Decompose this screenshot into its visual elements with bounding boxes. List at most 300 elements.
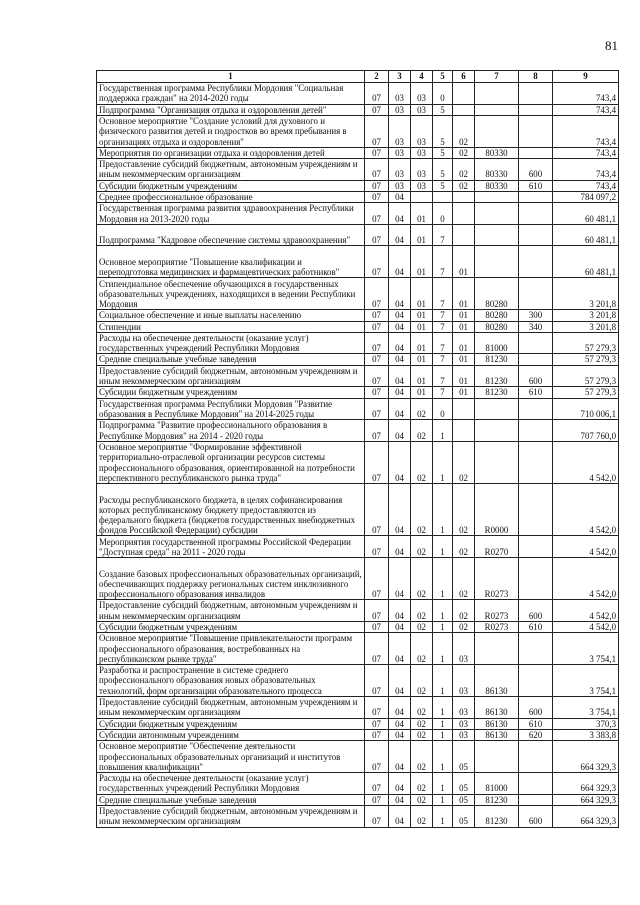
row-amount: 3 754,1 bbox=[553, 633, 619, 665]
row-amount: 784 097,2 bbox=[553, 191, 619, 202]
row-name: Государственная программа Республики Мордовия "Социальная поддержка граждан" на 2014-2020 годы bbox=[97, 83, 365, 105]
code-expense-type bbox=[519, 398, 553, 420]
code-subprogram: 1 bbox=[433, 558, 453, 600]
code-section: 07 bbox=[365, 621, 389, 632]
row-amount: 60 481,1 bbox=[553, 203, 619, 225]
code-section: 07 bbox=[365, 729, 389, 740]
code-program: 02 bbox=[411, 398, 433, 420]
row-name: Государственная программа развития здравоохранения Республики Мордовия на 2013-2020 годы bbox=[97, 203, 365, 225]
code-subsection: 04 bbox=[389, 536, 411, 558]
row-amount: 60 481,1 bbox=[553, 246, 619, 278]
code-section: 07 bbox=[365, 180, 389, 191]
code-subprogram: 1 bbox=[433, 794, 453, 805]
row-name: Мероприятия государственной программы Российской Федерации "Доступная среда" на 2011 - 2020 годы bbox=[97, 536, 365, 558]
code-subsection: 04 bbox=[389, 365, 411, 387]
row-amount: 664 329,3 bbox=[553, 805, 619, 827]
row-amount: 3 754,1 bbox=[553, 665, 619, 697]
code-program: 03 bbox=[411, 180, 433, 191]
code-subprogram: 0 bbox=[433, 398, 453, 420]
code-direction: 80280 bbox=[475, 278, 519, 310]
code-direction bbox=[475, 224, 519, 246]
code-program: 02 bbox=[411, 729, 433, 740]
code-program: 01 bbox=[411, 246, 433, 278]
code-subsection: 04 bbox=[389, 203, 411, 225]
code-section: 07 bbox=[365, 191, 389, 202]
row-name: Разработка и распространение в системе среднего профессионального образования новых образовательных технологий, форм организации образовательного процесса bbox=[97, 665, 365, 697]
code-subprogram: 1 bbox=[433, 729, 453, 740]
code-subsection: 04 bbox=[389, 483, 411, 536]
code-expense-type bbox=[519, 104, 553, 115]
row-amount: 743,4 bbox=[553, 83, 619, 105]
code-subprogram: 7 bbox=[433, 332, 453, 354]
row-name: Основное мероприятие "Повышение квалификации и переподготовка медицинских и фармацевтических работников" bbox=[97, 246, 365, 278]
code-program: 01 bbox=[411, 224, 433, 246]
code-expense-type: 340 bbox=[519, 321, 553, 332]
row-amount: 57 279,3 bbox=[553, 332, 619, 354]
code-expense-type: 610 bbox=[519, 718, 553, 729]
table-row bbox=[97, 354, 619, 365]
table-row bbox=[97, 203, 619, 225]
header-cell: 4 bbox=[411, 71, 433, 83]
code-expense-type bbox=[519, 115, 553, 147]
code-subsection: 04 bbox=[389, 278, 411, 310]
code-measure: 05 bbox=[453, 805, 475, 827]
budget-table bbox=[96, 70, 619, 828]
code-subsection: 04 bbox=[389, 387, 411, 398]
code-measure bbox=[453, 191, 475, 202]
code-subprogram: 0 bbox=[433, 83, 453, 105]
row-name: Подпрограмма "Развитие профессионального образования в Республике Мордовия" на 2014 - 2020 годы bbox=[97, 420, 365, 442]
table-row bbox=[97, 147, 619, 158]
code-expense-type bbox=[519, 147, 553, 158]
table-row bbox=[97, 420, 619, 442]
code-subsection: 03 bbox=[389, 115, 411, 147]
code-measure: 03 bbox=[453, 718, 475, 729]
code-section: 07 bbox=[365, 310, 389, 321]
code-program: 02 bbox=[411, 441, 433, 483]
code-measure: 01 bbox=[453, 354, 475, 365]
row-name: Основное мероприятие "Создание условий для духовного и физического развития детей и подростков во время пребывания в организациях отдыха и оздоровления" bbox=[97, 115, 365, 147]
code-subsection: 04 bbox=[389, 354, 411, 365]
code-program: 02 bbox=[411, 718, 433, 729]
row-amount: 4 542,0 bbox=[553, 621, 619, 632]
code-direction bbox=[475, 203, 519, 225]
row-amount: 3 754,1 bbox=[553, 696, 619, 718]
code-subprogram: 1 bbox=[433, 773, 453, 795]
table-row bbox=[97, 794, 619, 805]
header-cell: 3 bbox=[389, 71, 411, 83]
code-measure: 01 bbox=[453, 332, 475, 354]
table-row bbox=[97, 600, 619, 622]
code-program: 01 bbox=[411, 387, 433, 398]
code-subsection: 04 bbox=[389, 420, 411, 442]
code-section: 07 bbox=[365, 246, 389, 278]
code-section: 07 bbox=[365, 441, 389, 483]
table-row bbox=[97, 665, 619, 697]
code-section: 07 bbox=[365, 558, 389, 600]
code-expense-type bbox=[519, 420, 553, 442]
code-subprogram: 7 bbox=[433, 278, 453, 310]
code-section: 07 bbox=[365, 224, 389, 246]
code-direction: 80280 bbox=[475, 310, 519, 321]
code-program: 01 bbox=[411, 332, 433, 354]
code-direction: R0273 bbox=[475, 621, 519, 632]
code-subprogram bbox=[433, 191, 453, 202]
code-direction bbox=[475, 83, 519, 105]
code-measure bbox=[453, 224, 475, 246]
code-subprogram: 7 bbox=[433, 224, 453, 246]
table-row bbox=[97, 621, 619, 632]
code-expense-type bbox=[519, 633, 553, 665]
row-name: Основное мероприятие "Обеспечение деятельности профессиональных образовательных организаций и институтов повышения квалификации" bbox=[97, 741, 365, 773]
code-section: 07 bbox=[365, 600, 389, 622]
code-section: 07 bbox=[365, 696, 389, 718]
row-amount: 664 329,3 bbox=[553, 741, 619, 773]
row-amount: 4 542,0 bbox=[553, 536, 619, 558]
code-section: 07 bbox=[365, 278, 389, 310]
row-name: Мероприятия по организации отдыха и оздоровления детей bbox=[97, 147, 365, 158]
code-section: 07 bbox=[365, 398, 389, 420]
code-expense-type: 600 bbox=[519, 365, 553, 387]
row-name: Субсидии бюджетным учреждениям bbox=[97, 718, 365, 729]
code-measure: 02 bbox=[453, 536, 475, 558]
table-row bbox=[97, 115, 619, 147]
code-direction: 81230 bbox=[475, 794, 519, 805]
code-direction: 86130 bbox=[475, 729, 519, 740]
row-name: Расходы республиканского бюджета, в целях софинансирования которых республиканскому бюджету предоставляются из федерального бюджета (бюджетов государственных внебюджетных фондов Российской Федерации) субсидии bbox=[97, 483, 365, 536]
table-row bbox=[97, 398, 619, 420]
code-direction bbox=[475, 246, 519, 278]
code-subprogram: 1 bbox=[433, 536, 453, 558]
code-expense-type bbox=[519, 441, 553, 483]
row-name: Подпрограмма "Кадровое обеспечение системы здравоохранения" bbox=[97, 224, 365, 246]
code-subprogram: 1 bbox=[433, 741, 453, 773]
code-subprogram: 7 bbox=[433, 387, 453, 398]
code-subsection: 04 bbox=[389, 621, 411, 632]
code-subsection: 03 bbox=[389, 147, 411, 158]
row-name: Подпрограмма "Организация отдыха и оздоровления детей" bbox=[97, 104, 365, 115]
code-direction: 86130 bbox=[475, 718, 519, 729]
code-direction: R0270 bbox=[475, 536, 519, 558]
header-cell: 6 bbox=[453, 71, 475, 83]
code-expense-type bbox=[519, 83, 553, 105]
code-subprogram: 1 bbox=[433, 665, 453, 697]
code-program: 02 bbox=[411, 621, 433, 632]
code-direction: 81230 bbox=[475, 805, 519, 827]
code-expense-type: 600 bbox=[519, 805, 553, 827]
code-program: 01 bbox=[411, 278, 433, 310]
code-subsection: 04 bbox=[389, 741, 411, 773]
row-name: Субсидии бюджетным учреждениям bbox=[97, 180, 365, 191]
code-section: 07 bbox=[365, 83, 389, 105]
code-subprogram: 0 bbox=[433, 203, 453, 225]
code-subprogram: 5 bbox=[433, 147, 453, 158]
table-row bbox=[97, 278, 619, 310]
code-measure: 03 bbox=[453, 729, 475, 740]
row-name: Создание базовых профессиональных образовательных организаций, обеспечивающих поддержку региональных систем инклюзивного профессионального образования инвалидов bbox=[97, 558, 365, 600]
code-program: 02 bbox=[411, 794, 433, 805]
table-row bbox=[97, 180, 619, 191]
code-program: 03 bbox=[411, 115, 433, 147]
code-expense-type bbox=[519, 278, 553, 310]
code-program: 03 bbox=[411, 83, 433, 105]
code-measure: 02 bbox=[453, 600, 475, 622]
row-name: Субсидии бюджетным учреждениям bbox=[97, 387, 365, 398]
row-amount: 4 542,0 bbox=[553, 441, 619, 483]
code-subsection: 03 bbox=[389, 159, 411, 181]
code-subprogram: 5 bbox=[433, 115, 453, 147]
row-amount: 57 279,3 bbox=[553, 365, 619, 387]
table-row bbox=[97, 191, 619, 202]
code-measure bbox=[453, 83, 475, 105]
code-program: 02 bbox=[411, 665, 433, 697]
code-measure: 02 bbox=[453, 180, 475, 191]
table-body bbox=[97, 83, 619, 828]
row-amount: 710 006,1 bbox=[553, 398, 619, 420]
code-expense-type bbox=[519, 246, 553, 278]
code-direction: 86130 bbox=[475, 665, 519, 697]
code-expense-type: 600 bbox=[519, 159, 553, 181]
row-amount: 743,4 bbox=[553, 147, 619, 158]
code-direction bbox=[475, 398, 519, 420]
row-amount: 707 760,0 bbox=[553, 420, 619, 442]
code-expense-type bbox=[519, 536, 553, 558]
table-row bbox=[97, 387, 619, 398]
code-expense-type: 600 bbox=[519, 696, 553, 718]
code-subsection: 04 bbox=[389, 398, 411, 420]
code-subsection: 04 bbox=[389, 633, 411, 665]
code-subsection: 04 bbox=[389, 600, 411, 622]
row-amount: 743,4 bbox=[553, 104, 619, 115]
code-subprogram: 1 bbox=[433, 483, 453, 536]
code-measure: 02 bbox=[453, 147, 475, 158]
row-name: Предоставление субсидий бюджетным, автономным учреждениям и иным некоммерческим организациям bbox=[97, 696, 365, 718]
row-amount: 4 542,0 bbox=[553, 558, 619, 600]
code-section: 07 bbox=[365, 536, 389, 558]
code-direction: 80330 bbox=[475, 147, 519, 158]
code-program: 02 bbox=[411, 805, 433, 827]
row-name: Предоставление субсидий бюджетным, автономным учреждениям и иным некоммерческим организациям bbox=[97, 805, 365, 827]
code-direction: 81230 bbox=[475, 387, 519, 398]
code-section: 07 bbox=[365, 718, 389, 729]
code-direction: R0273 bbox=[475, 600, 519, 622]
code-program: 03 bbox=[411, 147, 433, 158]
code-expense-type bbox=[519, 332, 553, 354]
code-subsection: 04 bbox=[389, 773, 411, 795]
code-subprogram: 1 bbox=[433, 441, 453, 483]
code-measure: 02 bbox=[453, 558, 475, 600]
page-number: 81 bbox=[605, 38, 618, 53]
code-subprogram: 5 bbox=[433, 104, 453, 115]
code-program: 02 bbox=[411, 483, 433, 536]
code-subprogram: 7 bbox=[433, 310, 453, 321]
table-row bbox=[97, 718, 619, 729]
code-measure: 01 bbox=[453, 365, 475, 387]
code-section: 07 bbox=[365, 794, 389, 805]
row-name: Среднее профессиональное образование bbox=[97, 191, 365, 202]
code-measure: 02 bbox=[453, 621, 475, 632]
code-program: 02 bbox=[411, 558, 433, 600]
code-measure: 02 bbox=[453, 115, 475, 147]
code-direction: 81000 bbox=[475, 332, 519, 354]
code-program: 02 bbox=[411, 536, 433, 558]
code-section: 07 bbox=[365, 387, 389, 398]
code-subsection: 04 bbox=[389, 558, 411, 600]
table-row bbox=[97, 159, 619, 181]
code-section: 07 bbox=[365, 332, 389, 354]
table-row bbox=[97, 246, 619, 278]
code-subsection: 04 bbox=[389, 332, 411, 354]
row-amount: 3 201,8 bbox=[553, 278, 619, 310]
code-section: 07 bbox=[365, 354, 389, 365]
code-direction bbox=[475, 104, 519, 115]
code-measure bbox=[453, 104, 475, 115]
table-row bbox=[97, 558, 619, 600]
code-direction bbox=[475, 633, 519, 665]
code-direction: 81230 bbox=[475, 365, 519, 387]
code-subprogram: 1 bbox=[433, 633, 453, 665]
code-measure: 05 bbox=[453, 773, 475, 795]
row-name: Стипендиальное обеспечение обучающихся в государственных образовательных учреждениях, находящихся в ведении Республики Мордовия bbox=[97, 278, 365, 310]
row-amount: 743,4 bbox=[553, 159, 619, 181]
code-expense-type bbox=[519, 741, 553, 773]
code-program: 02 bbox=[411, 773, 433, 795]
code-program: 01 bbox=[411, 203, 433, 225]
code-measure: 02 bbox=[453, 441, 475, 483]
header-cell: 7 bbox=[475, 71, 519, 83]
code-subprogram: 1 bbox=[433, 696, 453, 718]
code-program: 01 bbox=[411, 310, 433, 321]
table-row bbox=[97, 805, 619, 827]
code-program: 02 bbox=[411, 696, 433, 718]
code-subsection: 04 bbox=[389, 441, 411, 483]
code-direction bbox=[475, 115, 519, 147]
code-program: 01 bbox=[411, 365, 433, 387]
code-program: 02 bbox=[411, 420, 433, 442]
code-expense-type: 600 bbox=[519, 600, 553, 622]
row-name: Расходы на обеспечение деятельности (оказание услуг) государственных учреждений Республики Мордовия bbox=[97, 332, 365, 354]
code-section: 07 bbox=[365, 420, 389, 442]
row-amount: 664 329,3 bbox=[553, 794, 619, 805]
row-name: Предоставление субсидий бюджетным, автономным учреждениям и иным некоммерческим организациям bbox=[97, 600, 365, 622]
code-subsection: 04 bbox=[389, 718, 411, 729]
code-section: 07 bbox=[365, 104, 389, 115]
code-measure: 03 bbox=[453, 665, 475, 697]
code-direction bbox=[475, 191, 519, 202]
row-amount: 743,4 bbox=[553, 115, 619, 147]
table-row bbox=[97, 332, 619, 354]
code-measure bbox=[453, 420, 475, 442]
row-amount: 3 383,8 bbox=[553, 729, 619, 740]
table-row bbox=[97, 321, 619, 332]
code-subsection: 04 bbox=[389, 191, 411, 202]
code-subsection: 04 bbox=[389, 696, 411, 718]
code-direction: R0000 bbox=[475, 483, 519, 536]
code-subprogram: 5 bbox=[433, 180, 453, 191]
code-subsection: 04 bbox=[389, 321, 411, 332]
code-expense-type: 620 bbox=[519, 729, 553, 740]
header-cell: 1 bbox=[97, 71, 365, 83]
row-amount: 370,3 bbox=[553, 718, 619, 729]
code-subsection: 03 bbox=[389, 104, 411, 115]
code-measure bbox=[453, 398, 475, 420]
code-direction: 81000 bbox=[475, 773, 519, 795]
code-expense-type bbox=[519, 191, 553, 202]
code-expense-type bbox=[519, 224, 553, 246]
code-expense-type bbox=[519, 665, 553, 697]
code-subsection: 04 bbox=[389, 729, 411, 740]
table-row bbox=[97, 104, 619, 115]
code-expense-type bbox=[519, 483, 553, 536]
code-program bbox=[411, 191, 433, 202]
table-row bbox=[97, 741, 619, 773]
row-name: Предоставление субсидий бюджетным, автономным учреждениям и иным некоммерческим организациям bbox=[97, 159, 365, 181]
code-subsection: 04 bbox=[389, 310, 411, 321]
table-row bbox=[97, 773, 619, 795]
code-section: 07 bbox=[365, 805, 389, 827]
code-expense-type: 610 bbox=[519, 387, 553, 398]
code-measure: 03 bbox=[453, 696, 475, 718]
table-row bbox=[97, 633, 619, 665]
code-program: 02 bbox=[411, 633, 433, 665]
table-row bbox=[97, 224, 619, 246]
table-row bbox=[97, 365, 619, 387]
code-expense-type bbox=[519, 558, 553, 600]
code-program: 03 bbox=[411, 159, 433, 181]
row-amount: 4 542,0 bbox=[553, 483, 619, 536]
code-direction bbox=[475, 420, 519, 442]
row-amount: 60 481,1 bbox=[553, 224, 619, 246]
row-amount: 3 201,8 bbox=[553, 321, 619, 332]
code-section: 07 bbox=[365, 665, 389, 697]
code-expense-type bbox=[519, 354, 553, 365]
row-amount: 57 279,3 bbox=[553, 387, 619, 398]
code-expense-type bbox=[519, 794, 553, 805]
header-cell: 2 bbox=[365, 71, 389, 83]
code-subsection: 03 bbox=[389, 83, 411, 105]
row-name: Стипендии bbox=[97, 321, 365, 332]
code-section: 07 bbox=[365, 203, 389, 225]
code-direction: 80280 bbox=[475, 321, 519, 332]
header-cell: 8 bbox=[519, 71, 553, 83]
row-name: Предоставление субсидий бюджетным, автономным учреждениям и иным некоммерческим организациям bbox=[97, 365, 365, 387]
code-measure bbox=[453, 203, 475, 225]
code-section: 07 bbox=[365, 159, 389, 181]
code-section: 07 bbox=[365, 741, 389, 773]
code-subprogram: 7 bbox=[433, 354, 453, 365]
code-direction: 80330 bbox=[475, 180, 519, 191]
code-subprogram: 7 bbox=[433, 246, 453, 278]
code-subprogram: 7 bbox=[433, 365, 453, 387]
code-subprogram: 5 bbox=[433, 159, 453, 181]
code-subprogram: 1 bbox=[433, 718, 453, 729]
row-name: Социальное обеспечение и иные выплаты населению bbox=[97, 310, 365, 321]
code-program: 01 bbox=[411, 321, 433, 332]
code-expense-type: 610 bbox=[519, 180, 553, 191]
code-measure: 02 bbox=[453, 159, 475, 181]
table-row bbox=[97, 696, 619, 718]
code-subsection: 04 bbox=[389, 805, 411, 827]
row-name: Средние специальные учебные заведения bbox=[97, 354, 365, 365]
code-direction: 86130 bbox=[475, 696, 519, 718]
code-measure: 01 bbox=[453, 321, 475, 332]
code-measure: 01 bbox=[453, 387, 475, 398]
code-section: 07 bbox=[365, 773, 389, 795]
table-row bbox=[97, 441, 619, 483]
code-direction: 80330 bbox=[475, 159, 519, 181]
code-subprogram: 1 bbox=[433, 805, 453, 827]
code-section: 07 bbox=[365, 321, 389, 332]
